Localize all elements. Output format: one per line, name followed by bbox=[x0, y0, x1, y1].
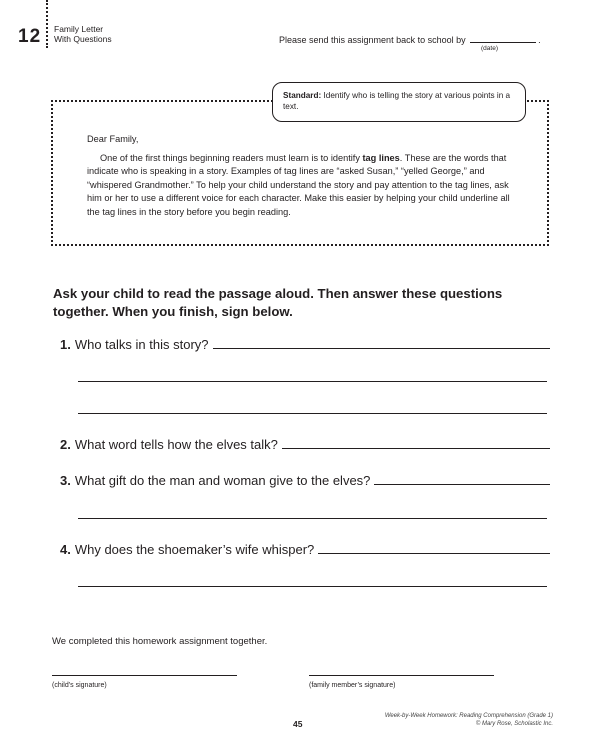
letter-greeting: Dear Family, bbox=[87, 134, 139, 144]
question-4-answer-line[interactable] bbox=[318, 553, 550, 554]
letter-body-end: . These are the words that indicate who is speaking in a story. Examples of tag lines are “asked Susan,” “yelled George,” and “whispered Grandmother.” To help your child understand the story and pay attention to the tag lines, ask him or her to use a different voice for each character. Make this easier by helping your child underline all the tag lines in the story before you begin reading. bbox=[87, 152, 510, 217]
question-1-number: 1. bbox=[60, 337, 71, 352]
question-2-text: What word tells how the elves talk? bbox=[74, 437, 278, 452]
lesson-title-line2: With Questions bbox=[54, 34, 112, 44]
answer-line[interactable] bbox=[78, 413, 547, 414]
question-3 bbox=[60, 473, 550, 488]
question-1-text: Who talks in this story? bbox=[74, 337, 209, 352]
date-blank[interactable] bbox=[470, 42, 536, 43]
standard-label: Standard: bbox=[283, 91, 322, 100]
instructions: Ask your child to read the passage aloud. Then answer these questions together. When you finish, sign below. bbox=[53, 286, 503, 319]
question-3-answer-line[interactable] bbox=[374, 484, 550, 485]
letter-body-start: One of the first things beginning readers must learn is to identify bbox=[100, 152, 363, 163]
question-4-text: Why does the shoemaker’s wife whisper? bbox=[74, 542, 315, 557]
letter-frame-bottom bbox=[51, 244, 549, 246]
lesson-title-line1: Family Letter bbox=[54, 24, 104, 34]
credit-line2: © Mary Rose, Scholastic Inc. bbox=[475, 720, 553, 727]
credit-line1: Week-by-Week Homework: Reading Comprehension (Grade 1) bbox=[384, 713, 553, 719]
question-1 bbox=[60, 337, 550, 352]
standard-text: Identify who is telling the story at various points in a text. bbox=[283, 91, 511, 111]
answer-line[interactable] bbox=[78, 586, 547, 587]
credit bbox=[385, 713, 553, 728]
question-2-answer-line[interactable] bbox=[282, 448, 550, 449]
completed-statement: We completed this homework assignment together. bbox=[52, 636, 268, 647]
family-signature-line[interactable] bbox=[309, 675, 494, 676]
question-2 bbox=[60, 437, 550, 452]
child-signature-line[interactable] bbox=[52, 675, 237, 676]
question-4 bbox=[60, 542, 550, 557]
send-back-period: . bbox=[538, 35, 541, 45]
family-letter bbox=[87, 133, 524, 220]
page-number: 45 bbox=[293, 719, 303, 729]
family-signature-label: (family member’s signature) bbox=[309, 682, 396, 689]
letter-body bbox=[87, 152, 524, 220]
question-4-number: 4. bbox=[60, 542, 71, 557]
answer-line[interactable] bbox=[78, 518, 547, 519]
question-2-number: 2. bbox=[60, 437, 71, 452]
question-3-text: What gift do the man and woman give to the elves? bbox=[74, 473, 371, 488]
answer-line[interactable] bbox=[78, 381, 547, 382]
question-3-number: 3. bbox=[60, 473, 71, 488]
lesson-number: 12 bbox=[18, 26, 42, 47]
child-signature-label: (child’s signature) bbox=[52, 682, 107, 689]
letter-body-bold: tag lines bbox=[362, 152, 400, 163]
header-dotted-divider bbox=[46, 0, 48, 48]
date-label: (date) bbox=[481, 45, 498, 52]
send-back-text: Please send this assignment back to school by bbox=[279, 35, 466, 45]
standard-box bbox=[272, 82, 526, 122]
send-back-instruction bbox=[279, 35, 541, 45]
question-1-answer-line[interactable] bbox=[213, 348, 551, 349]
lesson-title bbox=[54, 24, 112, 44]
